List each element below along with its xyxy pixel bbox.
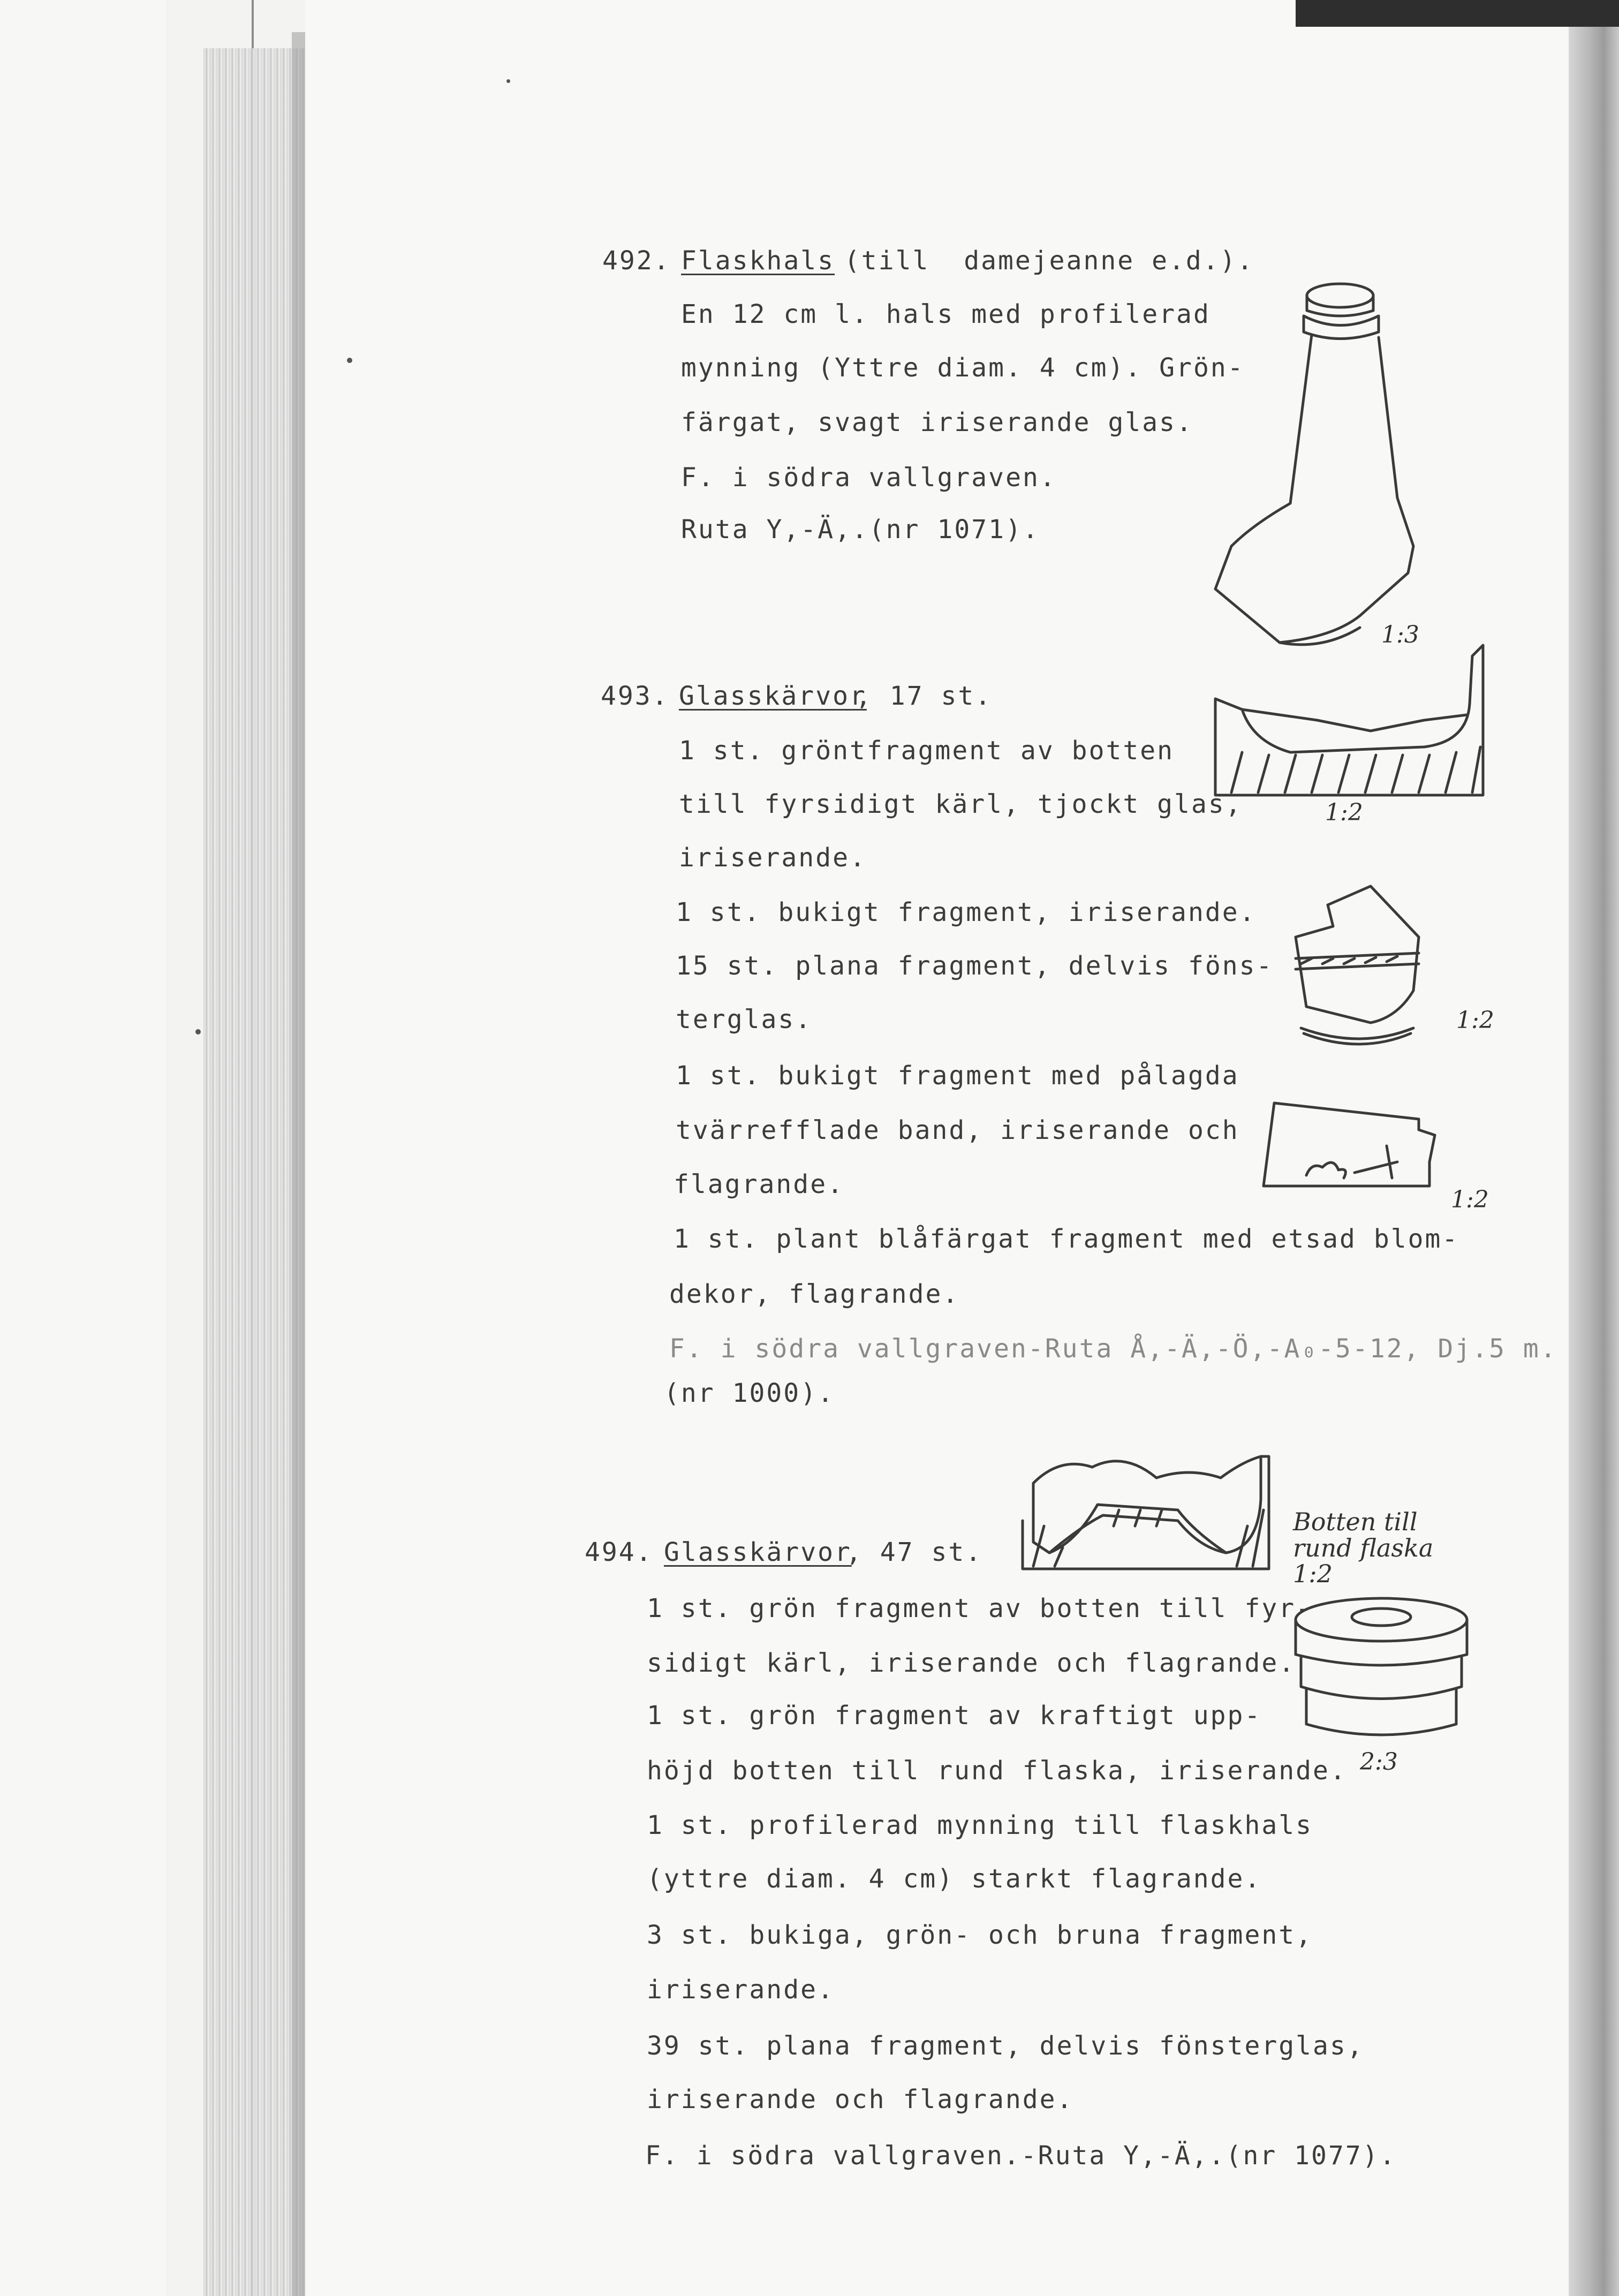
entry-493-line: till fyrsidigt kärl, tjockt glas, <box>679 789 1243 819</box>
entry-493-line: 1 st. bukigt fragment med pålagda <box>676 1061 1239 1091</box>
entry-494-scale: 2:3 <box>1360 1748 1398 1776</box>
entry-493-line: 1 st. plant blåfärgat fragment med etsad blom- <box>674 1224 1459 1254</box>
entry-493-scale-2: 1:2 <box>1456 1007 1494 1034</box>
entry-493-line: dekor, flagrande. <box>669 1279 960 1309</box>
entry-494-title: Glasskärvor <box>664 1537 852 1567</box>
entry-494-line: iriserande och flagrande. <box>647 2084 1074 2114</box>
left-margin <box>0 0 166 2296</box>
entry-493-title: Glasskärvor <box>679 681 867 711</box>
entry-493-line: (nr 1000). <box>664 1378 835 1408</box>
entry-493-line: 1 st. bukigt fragment, iriserande. <box>676 897 1257 927</box>
entry-494-line: F. i södra vallgraven.-Ruta Y,-Ä,.(nr 1077). <box>645 2141 1397 2171</box>
entry-494-line: sidigt kärl, iriserande och flagrande. <box>647 1648 1296 1678</box>
speck <box>195 1029 201 1034</box>
entry-494-line: 1 st. grön fragment av botten till fyr- <box>647 1593 1313 1623</box>
botten-note-line: 1:2 <box>1293 1559 1333 1588</box>
entry-492-number: 492. <box>602 246 671 276</box>
entry-494-line: iriserande. <box>647 1975 835 2005</box>
entry-493-line: , 17 st. <box>856 681 993 711</box>
botten-note-line: rund flaska <box>1293 1533 1434 1562</box>
entry-493-scale-3: 1:2 <box>1451 1186 1489 1213</box>
entry-493-line: flagrande. <box>674 1169 844 1199</box>
entry-494-line: 1 st. grön fragment av kraftigt upp- <box>647 1701 1262 1731</box>
entry-493-line: 1 st. gröntfragment av botten <box>679 736 1175 766</box>
entry-492-line: färgat, svagt iriserande glas. <box>681 407 1193 437</box>
top-right-shadow <box>1296 0 1619 27</box>
entry-492-line: Ruta Y,-Ä,.(nr 1071). <box>681 515 1040 545</box>
entry-493-line: terglas. <box>676 1004 813 1034</box>
entry-494-line: , 47 st. <box>846 1537 983 1567</box>
etched-fragment-sketch <box>1258 1098 1440 1194</box>
right-page-edge <box>1569 21 1619 2296</box>
entry-492-title: Flaskhals <box>681 246 835 276</box>
square-base-sketch <box>1210 640 1488 795</box>
entry-493-scale-1: 1:2 <box>1325 799 1363 826</box>
entry-492-scale: 1:3 <box>1381 621 1419 648</box>
entry-492-line: F. i södra vallgraven. <box>681 463 1057 493</box>
entry-494-line: höjd botten till rund flaska, iriserande. <box>647 1756 1347 1786</box>
raised-base-sketch <box>1017 1446 1274 1574</box>
botten-note <box>1293 1483 1433 1612</box>
entry-492-line: (till damejeanne e.d.). <box>827 246 1254 276</box>
entry-493-line: F. i södra vallgraven-Ruta Å,-Ä,-Ö,-A₀-5-12, Dj.5 m. <box>669 1334 1557 1364</box>
entry-494-line: 3 st. bukiga, grön- och bruna fragment, <box>647 1920 1313 1950</box>
entry-494-number: 494. <box>585 1537 653 1567</box>
flask-mouth-sketch <box>1290 1596 1472 1740</box>
speck <box>347 358 352 363</box>
entry-494-line: (yttre diam. 4 cm) starkt flagrande. <box>647 1864 1262 1894</box>
entry-493-number: 493. <box>601 681 669 711</box>
entry-493-line: tvärrefflade band, iriserande och <box>676 1115 1239 1145</box>
entry-494-line: 1 st. profilerad mynning till flaskhals <box>647 1810 1313 1840</box>
entry-494-line: 39 st. plana fragment, delvis fönsterglas, <box>647 2031 1364 2061</box>
bottle-neck-sketch <box>1199 268 1424 659</box>
entry-493-line: iriserande. <box>679 843 867 873</box>
banded-fragment-sketch <box>1290 883 1440 1060</box>
entry-493-line: 15 st. plana fragment, delvis föns- <box>676 951 1274 981</box>
entry-492-line: mynning (Yttre diam. 4 cm). Grön- <box>681 353 1245 383</box>
speck <box>506 79 510 83</box>
entry-492-line: En 12 cm l. hals med profilerad <box>681 299 1211 329</box>
botten-note-line: Botten till <box>1293 1507 1418 1537</box>
page-edges <box>203 48 305 2296</box>
